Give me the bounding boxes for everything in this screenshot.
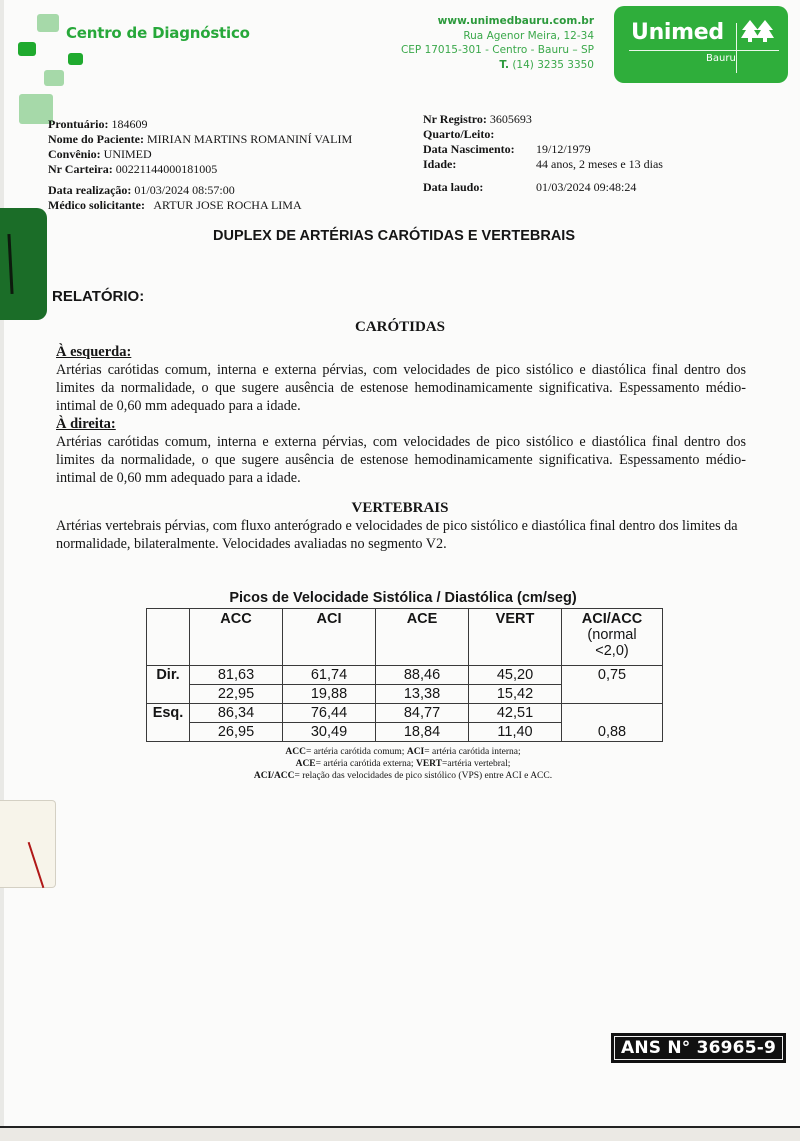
report-title: DUPLEX DE ARTÉRIAS CARÓTIDAS E VERTEBRAIS (213, 228, 575, 244)
cell: 13,38 (376, 685, 469, 704)
unimed-logo (614, 6, 788, 83)
field-prontuario: Prontuário: 184609 (48, 117, 148, 131)
page-edge (0, 0, 4, 1139)
table-row (147, 666, 663, 685)
ratio-cell: 0,75 (562, 666, 663, 704)
phone: T. (14) 3235 3350 (499, 58, 594, 71)
cell: 81,63 (190, 666, 283, 685)
cell: 86,34 (190, 704, 283, 723)
cell: 22,95 (190, 685, 283, 704)
section-carotidas-title: CARÓTIDAS (354, 319, 445, 335)
carotidas-left (56, 343, 746, 487)
field-carteira: Nr Carteira: 00221144000181005 (48, 162, 218, 176)
contact-block (401, 14, 594, 72)
website-link[interactable]: www.unimedbauru.com.br (437, 15, 594, 27)
address: Rua Agenor Meira, 12-34 (463, 29, 594, 42)
field-quarto: Quarto/Leito: (423, 127, 495, 141)
cell: 19,88 (283, 685, 376, 704)
field-nascimento: Data Nascimento: 19/12/1979 (423, 142, 591, 156)
ratio-cell: 0,88 (562, 704, 663, 742)
cell: 45,20 (469, 666, 562, 685)
logo-divider (736, 23, 737, 73)
velocity-table (146, 608, 663, 742)
table-legend: ACC= artéria carótida comum; ACI= artéria carótida interna; ACE= artéria carótida externa; VERT=artéria vertebral; ACI/ACC= relação das velocidades de pico sistólico (VPS) entre ACI e ACC. (253, 747, 553, 781)
header-acc: ACC (190, 609, 283, 666)
patient-info-right (423, 112, 663, 195)
header-empty (147, 609, 190, 666)
table-caption: Picos de Velocidade Sistólica / Diastólica (cm/seg) (229, 590, 577, 606)
cell: 15,42 (469, 685, 562, 704)
pine-tree-icon (741, 18, 775, 48)
side-label: Esq. (147, 704, 190, 742)
patient-info-left (48, 117, 352, 213)
field-patient-name: Nome do Paciente: MIRIAN MARTINS ROMANINÍ VALIM (48, 132, 353, 146)
left-heading: À esquerda: (56, 344, 132, 360)
cell: 84,77 (376, 704, 469, 723)
cell: 61,74 (283, 666, 376, 685)
ans-badge: ANS N° 36965-9 (611, 1033, 786, 1063)
field-registro: Nr Registro: 3605693 (423, 112, 532, 126)
table-row (147, 704, 663, 723)
unimed-city: Bauru (706, 53, 736, 64)
right-heading: À direita: (56, 416, 116, 432)
cep: CEP 17015-301 - Centro - Bauru – SP (400, 44, 594, 56)
green-index-tab (0, 208, 47, 320)
white-index-tab (0, 800, 56, 888)
left-text: Artérias carótidas comum, interna e externa pérvias, com velocidades de pico sistólico e diastólica final dentro dos limites da normalidade, o que sugere ausência de estenose hemodinamicamente significativa. Espessamento médio-intimal de 0,60 mm adequado para a idade. (56, 362, 746, 414)
field-medico: Médico solicitante: ARTUR JOSE ROCHA LIMA (48, 198, 302, 212)
right-text: Artérias carótidas comum, interna e externa pérvias, com velocidades de pico sistólico e diastólica final dentro dos limites da normalidade, o que sugere ausência de estenose hemodinamicamente significativa. Espessamento médio-intimal de 0,60 mm adequado para a idade. (56, 434, 746, 486)
brand-title: Centro de Diagnóstico (66, 24, 250, 42)
cell: 18,84 (376, 723, 469, 742)
cell: 11,40 (469, 723, 562, 742)
vertebrais-text: Artérias vertebrais pérvias, com fluxo anterógrado e velocidades de pico sistólico e diastólica final dentro dos limites da normalidade, bilateralmente. Velocidades avaliadas no segmento V2. (56, 518, 738, 552)
field-data-laudo: Data laudo: 01/03/2024 09:48:24 (423, 180, 637, 194)
relatorio-label: RELATÓRIO: (52, 288, 145, 305)
field-convenio: Convênio: UNIMED (48, 147, 152, 161)
header-ratio: ACI/ACC (normal <2,0) (562, 609, 663, 666)
cell: 76,44 (283, 704, 376, 723)
side-label: Dir. (147, 666, 190, 704)
table-header-row (147, 609, 663, 666)
field-data-realizacao: Data realização: 01/03/2024 08:57:00 (48, 183, 235, 197)
cell: 30,49 (283, 723, 376, 742)
cell: 26,95 (190, 723, 283, 742)
cell: 88,46 (376, 666, 469, 685)
logo-divider (629, 50, 779, 51)
header-aci: ACI (283, 609, 376, 666)
header-ace: ACE (376, 609, 469, 666)
unimed-wordmark: Unimed (631, 20, 724, 45)
cell: 42,51 (469, 704, 562, 723)
field-idade: Idade: 44 anos, 2 meses e 13 dias (423, 157, 663, 171)
header-vert: VERT (469, 609, 562, 666)
section-vertebrais-title: VERTEBRAIS (351, 500, 449, 516)
